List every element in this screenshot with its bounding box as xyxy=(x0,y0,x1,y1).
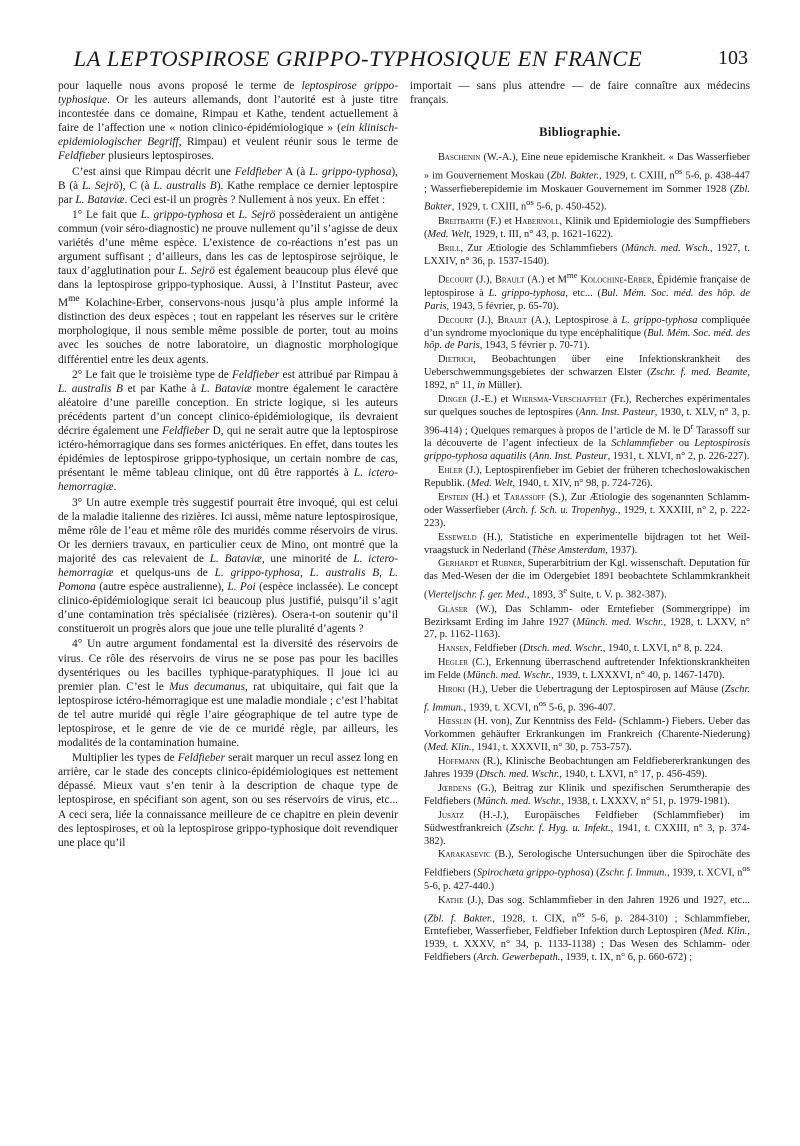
bibliography-entry: Epstein (H.) et Tarassoff (S.), Zur Ætiologie des sogenannten Schlamm-oder Wasserfieber (Arch. f. Sch. u. Tropenhyg., 1929, t. XXXIII, n° 2, p. 222-223). xyxy=(424,491,751,529)
bibliography-entry: Jusatz (H.-J.), Europäisches Feldfieber (Schlammfieber) im Südwestfrankreich (Zschr. f. Hyg. u. Infekt., 1941, t. CXXIII, n° 3, p. 374-382). xyxy=(424,809,750,847)
body-paragraph: C’est ainsi que Rimpau décrit une Feldfieber A (à L. grippo-typhosa), B (à L. Sejrö), C (à L. australis B). Kathe remplace ce dernier leptospire par L. Bataviæ. Ceci est-il un progrès ? Nullement à nos yeux. En effet : xyxy=(58,165,399,206)
bibliography-entry: Decourt (J.), Brault (A.), Leptospirose à L. grippo-typhosa compliquée d’un syndrome myoclonique du type encéphalitique (Bul. Mém. Soc. méd. des hôp. de Paris, 1943, 5 février p. 70-71). xyxy=(424,314,750,352)
bibliography-entry: Dietrich, Beobachtungen über eine Infektionskrankheit des Ueberschwemmungsgebietes der schwarzen Elster (Zschr. f. med. Beamte, 1892, n° 11, in Müller). xyxy=(424,354,750,392)
bibliography-entry: Dinger (J.-E.) et Wiersma-Verschaffelt (Fr.), Recherches expérimentales sur quelques souches de leptospires (Ann. Inst. Pasteur, 1930, t. XLV, n° 3, p. 396-414) ; Quelques remarques à propos de l’article de M. le $D^r$ Tarassoff sur la découverte de l’agent infectieux de la Schlammfieber ou Leptospirosis grippo-typhosa aquatilis (Ann. Inst. Pasteur, 1931, t. XLVI, n° 2, p. 226-227). xyxy=(424,394,751,463)
body-paragraph: pour laquelle nous avons proposé le terme de leptospirose grippo-typhosique. Or les auteurs allemands, dont l’autorité est à juste titre incontestée dans ce domaine, Rimpau et Kathe, tendent actuellement à faire de l’affection une « notion clinico-épidémiologique » (ein klinisch-epidemiologischer Begriff, Rimpau) et veulent réunir sous le terme de Feldfieber plusieurs leptospiroses. xyxy=(58,80,399,163)
body-paragraph: 3° Un autre exemple très suggestif pourrait être invoqué, qui est celui de la maladie italienne des rizières. Ici aussi, même nature leptospirosique, même rôle de l’eau et même rôle des muridés comme réservoirs de virus. Or les derniers travaux, en particulier ceux de Mino, ont montré que la majorité des cas relevaient de L. Bataviæ, une minorité de L. ictero-hemorragiæ et quelqus-uns de L. grippo-typhosa, L. australis B, L. Pomona (autre espèce australienne), L. Poi (espèce inclassée). Le concept clinico-épidémiologique serait ici beaucoup plus justifié, puisqu’il s’agit d’une contamination très spécialisée (rizières). Osera-t-on soutenir qu’il constitueroit un progrès alors que joue une telle pluralité d’agents ? xyxy=(58,496,399,636)
bibliography-entry: Hœsslin (H. von), Zur Kenntniss des Feld- (Schlamm-) Fiebers. Ueber das Vorkommen gehäufter Erkrankungen im Frankreich (Charente-Niederung) (Med. Klin., 1941, t. XXXVII, n° 30, p. 753-757). xyxy=(424,716,750,754)
bibliography-heading: Bibliographie. xyxy=(539,125,621,140)
body-paragraph: 4° Un autre argument fondamental est la diversité des réservoirs de virus. Ce rôle des réservoirs de virus ne se pose pas pour les bacilles dysentériques ou les bacilles typhique-paratyphiques. Il joue ici au premier plan. C’est le Mus decumanus, rat ubiquitaire, qui fait que la leptospirose ictéro-hémorragique est une maladie mondiale ; c’est l’habitat de tel autre muridé qui règle l’aire géographique de tel autre type de leptospirose, et le genre de vie de ce muridé règle, par ailleurs, les modalités de la contamination humaine. xyxy=(58,638,398,750)
bibliography-entry: Glaser (W.), Das Schlamm- oder Erntefieber (Sommergrippe) im Bezirksamt Erding im Jahre 1927 (Münch. med. Wschr., 1928, t. LXXV, n° 27, p. 1162-1163). xyxy=(424,603,750,641)
bibliography-entry: Esseweld (H.), Statistiche en experimentelle bijdragen tot het Weil-vraagstuck in Nederland (Thèse Amsterdam, 1937). xyxy=(424,531,750,556)
bibliography-entry: Hoffmann (R.), Klinische Beobachtungen am Feldfiebererkrankungen des Jahres 1939 (Dtsch. med. Wschr., 1940, t. LXVI, n° 17, p. 456-459). xyxy=(424,756,750,780)
bibliography-entry: Jœrdens (G.), Beitrag zur Klinik und spezifischen Serumtherapie des Feldfiebers (Münch. med. Wschr., 1938, t. LXXXV, n° 51, p. 1979-1981). xyxy=(424,782,750,807)
bibliography-entry: Ehler (J.), Leptospirenfieber im Gebiet der früheren tchechoslowakischen Republik. (Med. Welt, 1940, t. XIV, n° 98, p. 724-726). xyxy=(424,465,750,489)
bibliography-entry: Kathe (J.), Das sog. Schlammfieber in den Jahren 1926 und 1927, etc... (Zbl. f. Bakter., 1928, t. CIX, $n^{os}$ 5-6, p. 284-310) ; Schlammfieber, Erntefieber, Wasserfieber, Feldfieber Infektion durch Leptospiren (Med. Klin., 1939, t. XXXV, n° 34, p. 1133-1138) ; Das Wesen des Schlamm- oder Feldfiebers (Arch. Gewerbepath., 1939, t. IX, n° 6, p. 660-672) ; xyxy=(424,894,751,963)
bibliography-entry: Hegler (C.), Erkennung überraschend auftretender Infektionskrankheiten im Felde (Münch. med. Wschr., 1939, t. LXXXVI, n° 40, p. 1467-1470). xyxy=(424,657,750,682)
bibliography-entry: Hiroki (H.), Ueber die Uebertragung der Leptospirosen auf Mäuse (Zschr. f. Immun., 1939, t. XCVI, $n^{os}$ 5-6, p. 396-407. xyxy=(424,684,750,714)
bibliography-entry: Decourt (J.), Brault (A.) et $M^{me}$ Kolochine-Erber, Épidémie française de leptospirose à L. grippo-typhosa, etc... (Bul. Mém. Soc. méd. des hôp. de Paris, 1943, 5 février, p. 65-70). xyxy=(424,270,751,312)
body-paragraph: 2° Le fait que le troisième type de Feldfieber est attribué par Rimpau à L. australis B et par Kathe à L. Bataviæ montre également le caractère aléatoire d’une pareille conception. En stricte logique, si les auteurs précédents partent d’un concept clinico-épidémiologique, ils devraient décrire également une Feldfieber D, qui ne serait autre que la leptospirose ictéro-hémorragique dans ses formes anictériques. En effet, dans toutes les épidémies de leptospirose grippo-typhosique, un certain nombre de cas, présentant le même tableau clinique, ont dû être rapportés à L. ictero-hemorragiæ. xyxy=(58,368,399,494)
running-title: LA LEPTOSPIROSE GRIPPO-TYPHOSIQUE EN FRANCE xyxy=(73,46,643,71)
left-column xyxy=(58,79,398,850)
bibliography-entry: Brill, Zur Ætiologie des Schlammfiebers (Münch. med. Wsch., 1927, t. LXXIV, n° 36, p. 1537-1540). xyxy=(424,242,750,267)
running-header xyxy=(58,46,748,82)
body-paragraph: Multiplier les types de Feldfieber serait marquer un recul assez long en arrière, car le stade des concepts clinico-épidémiologiques est nettement dépassé. Mieux vaut s’en tenir à la description de chaque type de leptospirose, en spécifiant son agent, son ou ses réservoirs de virus, etc... A ceci sera, liée la connaissance meilleure de ce chapitre en plein devenir des leptospiroses, et où la leptospirose grippo-typhosique doit revendiquer une place qu’il xyxy=(58,752,398,849)
bibliography-entry: Karakasevic (B.), Serologische Untersuchungen über die Spirochäte des Feldfiebers (Spirochæta grippo-typhosa) (Zschr. f. Immun., 1939, t. XCVI, $n^{os}$ 5-6, p. 427-440.) xyxy=(424,849,750,892)
bibliography-list xyxy=(410,152,750,964)
right-column xyxy=(410,79,750,965)
continued-paragraph: importait — sans plus attendre — de faire connaître aux médecins français. xyxy=(410,80,750,107)
bibliography-entry: Breitbarth (F.) et Habernoll, Klinik und Epidemiologie des Sumpffiebers (Med. Welt, 1929, t. III, n° 43, p. 1621-1622). xyxy=(424,215,750,240)
bibliography-entry: Gerhardt et Rubner, Superarbitrium der Kgl. wissenschaft. Deputation für das Med-Wesen der die im Odergebiet 1891 beobachtete Schlammkrankheit (Vierteljschr. f. ger. Med., 1893, 3e Suite, t. V. p. 382-387). xyxy=(424,558,750,601)
body-paragraph: 1° Le fait que L. grippo-typhosa et L. Sejrö possèderaient un antigène commun (voir séro-diagnostic) ne prouve nullement qu’il s’agisse de deux variétés d’une même espèce. L’existence de co-réactions n’est pas un argument suffisant ; d’ailleurs, dans les cas de leptospirose sejröique, le taux d’agglutination pour L. Sejrö est également beaucoup plus élevé que dans la leptospirose grippo-typhosique. Aussi, à l’Institut Pasteur, avec $M^{me}$ Kolachine-Erber, conservons-nous jusqu’à plus ample informé la distinction des deux espèces ; tout en rappelant les réserves sur le critère morphologique, il nous semble même possible de porter, tout au moins avec les souches de notre laboratoire, un diagnostic morphologique différentiel entre les deux agents. xyxy=(58,208,398,366)
bibliography-entry: Hansen, Feldfieber (Dtsch. med. Wschr., 1940, t. LXVI, n° 8, p. 224. xyxy=(438,643,723,655)
bibliography-entry: Baschenin (W.-A.), Eine neue epidemische Krankheit. « Das Wasserfieber » im Gouvernement Moskau (Zbl. Bakter., 1929, t. CXIII, $n^{os}$ 5-6, p. 438-447 ; Wasserfieberepidemie im Moskauer Gouvernement im Sommer 1928 (Zbl. Bakter, 1929, t. CXIII, $n^{os}$ 5-6, p. 450-452). xyxy=(424,152,750,213)
page-number: 103 xyxy=(718,47,748,69)
